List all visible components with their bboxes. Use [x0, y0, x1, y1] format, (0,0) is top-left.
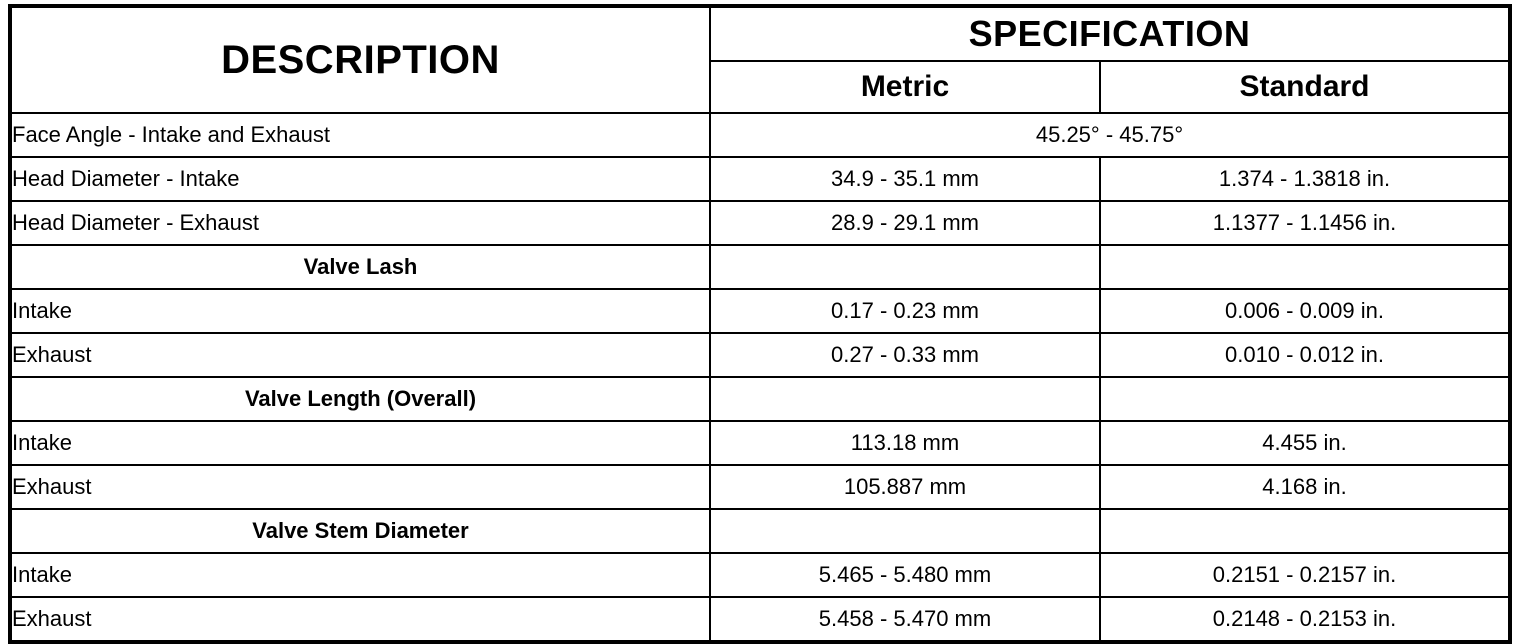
table-row [10, 553, 1510, 597]
table-row [10, 465, 1510, 509]
valve-specification-table [8, 4, 1512, 644]
table-row [10, 201, 1510, 245]
table-section-row [10, 245, 1510, 289]
row-value-standard: 0.010 - 0.012 in. [1100, 333, 1510, 377]
row-value-standard [1100, 245, 1510, 289]
row-value-metric: 113.18 mm [710, 421, 1100, 465]
row-value-metric [710, 509, 1100, 553]
table-row [10, 157, 1510, 201]
header-standard: Standard [1100, 61, 1510, 113]
row-value-metric: 34.9 - 35.1 mm [710, 157, 1100, 201]
section-label: Valve Lash [10, 245, 710, 289]
header-metric: Metric [710, 61, 1100, 113]
row-label: Head Diameter - Exhaust [10, 201, 710, 245]
row-value-metric [710, 245, 1100, 289]
row-value-span: 45.25° - 45.75° [710, 113, 1510, 157]
table-section-row [10, 509, 1510, 553]
header-description: DESCRIPTION [10, 6, 710, 113]
row-label: Head Diameter - Intake [10, 157, 710, 201]
row-value-metric: 5.465 - 5.480 mm [710, 553, 1100, 597]
table-body [10, 6, 1510, 642]
row-label: Intake [10, 553, 710, 597]
table-row [10, 333, 1510, 377]
row-value-metric: 105.887 mm [710, 465, 1100, 509]
row-value-standard: 4.455 in. [1100, 421, 1510, 465]
row-label: Exhaust [10, 597, 710, 642]
table-row [10, 421, 1510, 465]
row-label: Intake [10, 289, 710, 333]
row-label: Intake [10, 421, 710, 465]
row-value-metric: 0.17 - 0.23 mm [710, 289, 1100, 333]
row-value-standard: 0.006 - 0.009 in. [1100, 289, 1510, 333]
row-value-metric [710, 377, 1100, 421]
table-row [10, 289, 1510, 333]
header-row-top [10, 6, 1510, 61]
table-row [10, 113, 1510, 157]
header-specification: SPECIFICATION [710, 6, 1510, 61]
row-value-standard: 4.168 in. [1100, 465, 1510, 509]
row-value-metric: 5.458 - 5.470 mm [710, 597, 1100, 642]
row-value-standard: 1.374 - 1.3818 in. [1100, 157, 1510, 201]
row-value-metric: 28.9 - 29.1 mm [710, 201, 1100, 245]
section-label: Valve Length (Overall) [10, 377, 710, 421]
table-row [10, 597, 1510, 642]
row-label: Face Angle - Intake and Exhaust [10, 113, 710, 157]
row-label: Exhaust [10, 333, 710, 377]
row-value-standard: 0.2151 - 0.2157 in. [1100, 553, 1510, 597]
row-value-metric: 0.27 - 0.33 mm [710, 333, 1100, 377]
table-section-row [10, 377, 1510, 421]
row-value-standard: 1.1377 - 1.1456 in. [1100, 201, 1510, 245]
row-value-standard [1100, 377, 1510, 421]
row-value-standard [1100, 509, 1510, 553]
row-label: Exhaust [10, 465, 710, 509]
row-value-standard: 0.2148 - 0.2153 in. [1100, 597, 1510, 642]
section-label: Valve Stem Diameter [10, 509, 710, 553]
